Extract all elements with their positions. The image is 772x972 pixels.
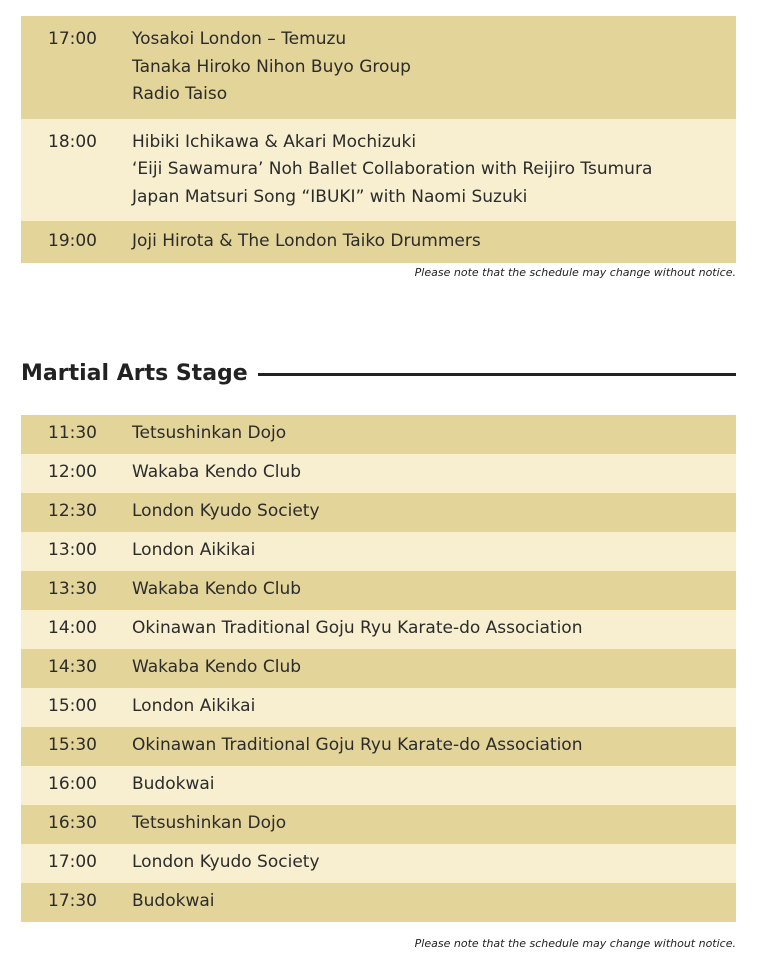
schedule-row [21,883,736,922]
schedule-change-note: Please note that the schedule may change without notice. [414,937,736,950]
time-slot: 15:30 [48,735,97,755]
act-name: Tetsushinkan Dojo [132,423,287,443]
schedule-row [21,610,736,649]
act-name: London Kyudo Society [132,501,320,521]
act-name: Budokwai [132,774,215,794]
time-slot: 14:30 [48,657,97,677]
schedule-row [21,454,736,493]
martial-arts-schedule [21,415,736,922]
act-name: Wakaba Kendo Club [132,462,302,482]
time-slot: 14:00 [48,618,97,638]
act-name: Wakaba Kendo Club [132,657,302,677]
stage-title: Martial Arts Stage [21,361,248,386]
time-slot: 15:00 [48,696,97,716]
act-name: Yosakoi London – Temuzu [132,29,347,49]
main-stage-schedule [21,16,736,263]
schedule-row [21,16,736,119]
schedule-row [21,844,736,883]
act-name: Okinawan Traditional Goju Ryu Karate-do Association [132,735,583,755]
act-list [132,26,736,109]
martial-arts-stage-header [21,361,736,386]
time-slot: 19:00 [48,231,97,251]
schedule-row [21,571,736,610]
act-name: London Kyudo Society [132,852,320,872]
time-slot: 12:00 [48,462,97,482]
act-name: Tetsushinkan Dojo [132,813,287,833]
act-name: Tanaka Hiroko Nihon Buyo Group [132,56,411,77]
time-slot: 16:00 [48,774,97,794]
schedule-row [21,727,736,766]
time-slot: 16:30 [48,813,97,833]
time-slot: 13:30 [48,579,97,599]
act-name: Okinawan Traditional Goju Ryu Karate-do Association [132,618,583,638]
schedule-row [21,493,736,532]
schedule-row [21,766,736,805]
act-name: Budokwai [132,891,215,911]
act-name: Japan Matsuri Song “IBUKI” with Naomi Suzuki [132,186,528,207]
time-slot: 11:30 [48,423,97,443]
act-name: London Aikikai [132,696,256,716]
act-name: Wakaba Kendo Club [132,579,302,599]
schedule-change-note: Please note that the schedule may change without notice. [414,266,736,279]
schedule-row [21,649,736,688]
time-slot: 18:00 [48,131,97,152]
time-slot: 13:00 [48,540,97,560]
act-name: Joji Hirota & The London Taiko Drummers [132,231,481,251]
act-name: Hibiki Ichikawa & Akari Mochizuki [132,131,417,152]
time-slot: 17:00 [48,852,97,872]
schedule-row [21,532,736,571]
time-slot: 12:30 [48,501,97,521]
schedule-row [21,688,736,727]
act-name: Radio Taiso [132,84,228,104]
act-list [132,129,736,212]
schedule-row [21,119,736,222]
time-slot: 17:30 [48,891,97,911]
act-list [132,231,736,251]
schedule-row [21,805,736,844]
header-divider [258,373,736,376]
time-slot: 17:00 [48,29,97,49]
act-name: London Aikikai [132,540,256,560]
act-name: ‘Eiji Sawamura’ Noh Ballet Collaboration with Reijiro Tsumura [132,159,653,179]
schedule-row [21,221,736,263]
schedule-row [21,415,736,454]
